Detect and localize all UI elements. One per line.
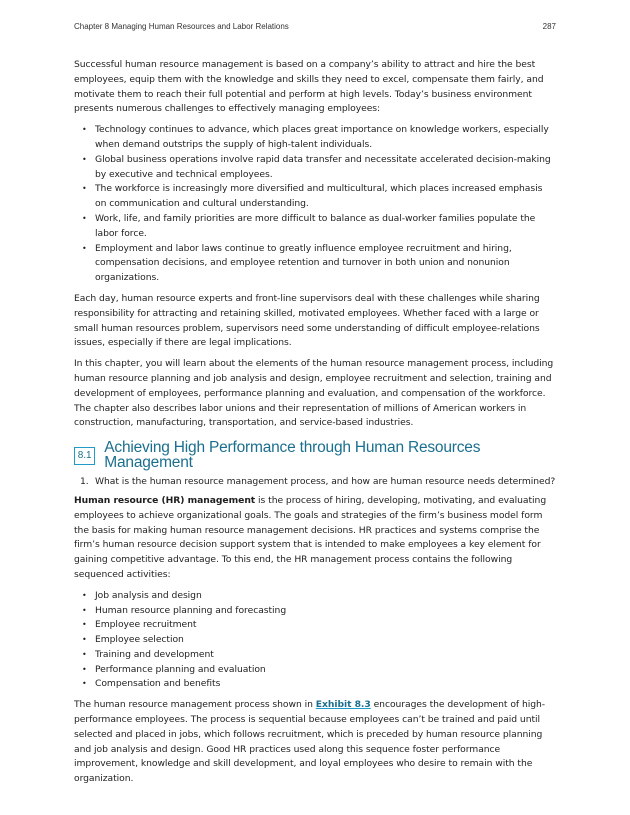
closing-text-end: encourages the development of high-performance employees. The process is sequential because employees can’t be trained and paid until selected and placed in jobs, which follows recruitment, which is preceded by human resource planning and job analysis and design. Good HR practices used along this sequence foster performance improvement, knowledge and skill development, and loyal employees who desire to remain with the organization. — [74, 699, 546, 785]
chapter-title: Chapter 8 Managing Human Resources and Labor Relations — [74, 22, 289, 31]
list-item: • Global business operations involve rapid data transfer and necessitate accelerated decision-making by executive and technical employees. — [74, 153, 556, 183]
key-term: Human resource (HR) management — [74, 494, 256, 506]
learning-objective-list — [74, 475, 556, 490]
list-item: • Employment and labor laws continue to greatly influence employee recruitment and hiring, compensation decisions, and employee retention and turnover in both union and nonunion organizations. — [74, 242, 556, 286]
objective-text: What is the human resource management process, and how are human resource needs determined? — [95, 476, 556, 488]
definition-paragraph — [74, 494, 556, 583]
list-item: • Compensation and benefits — [74, 677, 556, 692]
list-item: • The workforce is increasingly more diversified and multicultural, which places increased emphasis on communication and cultural understanding. — [74, 182, 556, 212]
paragraph: Each day, human resource experts and front-line supervisors deal with these challenges while sharing responsibility for attracting and retaining skilled, motivated employees. Whether faced with a large or small human resources problem, supervisors need some understanding of difficult employee-relations issues, especially if there are legal implications. — [74, 292, 540, 349]
paragraph: In this chapter, you will learn about the elements of the human resource management process, including human resource planning and job analysis and design, employee recruitment and selection, training and development of employees, performance planning and evaluation, and compensation of the workforce. The chapter also describes labor unions and their representation of millions of American workers in construction, manufacturing, transportation, and service-based industries. — [74, 358, 554, 429]
challenges-list — [74, 123, 556, 286]
list-item: • Technology continues to advance, which places great importance on knowledge workers, especially when demand outstrips the supply of high-talent individuals. — [74, 123, 556, 153]
list-item: • Employee selection — [74, 633, 556, 648]
objective-number: 1. — [80, 476, 89, 488]
exhibit-link[interactable]: Exhibit 8.3 — [315, 699, 371, 711]
intro-paragraph: Successful human resource management is based on a company’s ability to attract and hire the best employees, equip them with the knowledge and skills they need to excel, compensate them fairly, and motivate them to reach their full potential and perform at high levels. Today’s business environment presents numerous challenges to effectively managing employees: — [74, 59, 544, 115]
section-title: Achieving High Performance through Human Resources Management — [104, 439, 481, 472]
list-item: • Work, life, and family priorities are more difficult to balance as dual-worker families populate the labor force. — [74, 212, 556, 242]
definition-text: is the process of hiring, developing, motivating, and evaluating employees to achieve organizational goals. The goals and strategies of the firm’s business model form the basis for making human resource management decisions. HR practices and systems comprise the firm’s human resource decision support system that is intended to make employees a key element for gaining competitive advantage. To this end, the HR management process contains the following sequenced activities: — [74, 494, 547, 580]
page-number: 287 — [542, 22, 556, 31]
section-heading — [74, 439, 556, 472]
activities-list — [74, 589, 556, 693]
running-header — [74, 22, 556, 31]
section-number-badge: 8.1 — [74, 447, 95, 465]
page-body — [74, 58, 556, 793]
learning-objective — [74, 475, 556, 490]
closing-paragraph — [74, 698, 556, 787]
closing-text-start: The human resource management process shown in — [74, 699, 316, 711]
list-item: • Human resource planning and forecasting — [74, 604, 556, 619]
list-item: • Training and development — [74, 648, 556, 663]
list-item: • Performance planning and evaluation — [74, 663, 556, 678]
list-item: • Employee recruitment — [74, 618, 556, 633]
list-item: • Job analysis and design — [74, 589, 556, 604]
